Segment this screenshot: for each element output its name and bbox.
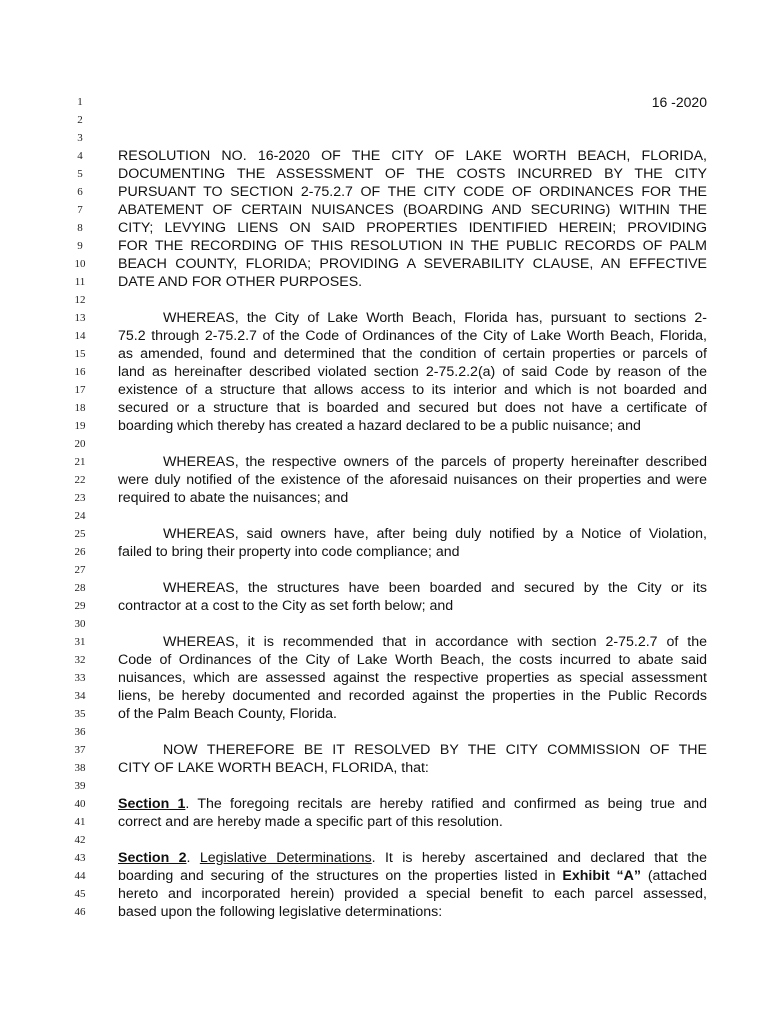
title-line: RESOLUTION NO. 16-2020 OF THE CITY OF LAKE WORTH BEACH, FLORIDA, [118, 148, 707, 164]
section-2-text: . It is hereby ascertained and declared that the [371, 850, 707, 866]
section-2-line [118, 849, 707, 867]
line-number: 19 [74, 420, 86, 432]
title-line: PURSUANT TO SECTION 2-75.2.7 OF THE CITY CODE OF ORDINANCES FOR THE [118, 184, 707, 200]
line-number: 36 [74, 726, 86, 738]
line-number: 40 [74, 798, 86, 810]
section-2-exhibit-line [118, 867, 707, 885]
line-number: 4 [77, 150, 83, 162]
line-number: 1 [77, 96, 83, 108]
line-number: 42 [74, 834, 86, 846]
line-number: 33 [74, 672, 86, 684]
paragraph-line: Code of Ordinances of the City of Lake Worth Beach, the costs incurred to abate said [118, 652, 707, 668]
paragraph-line: NOW THEREFORE BE IT RESOLVED BY THE CITY COMMISSION OF THE [163, 742, 707, 758]
paragraph-line: based upon the following legislative determinations: [118, 904, 443, 920]
section-2-text: (attached [640, 868, 707, 884]
line-number: 10 [74, 258, 86, 270]
line-number: 27 [74, 564, 86, 576]
paragraph-line: WHEREAS, said owners have, after being duly notified by a Notice of Violation, [163, 526, 707, 542]
line-number: 17 [74, 384, 86, 396]
line-number: 44 [74, 870, 86, 882]
section-2-subheading: Legislative Determinations [199, 850, 372, 866]
line-number: 6 [77, 186, 83, 198]
line-number: 31 [74, 636, 86, 648]
paragraph-line: required to abate the nuisances; and [118, 490, 349, 506]
paragraph-line: 75.2 through 2-75.2.7 of the Code of Ordinances of the City of Lake Worth Beach, Florida, [118, 328, 707, 344]
paragraph-line: existence of a structure that allows access to its interior and which is not boarded and [118, 382, 707, 398]
section-1-heading: Section 1 [118, 796, 186, 812]
title-line: CITY; LEVYING LIENS ON SAID PROPERTIES IDENTIFIED HEREIN; PROVIDING [118, 220, 707, 236]
line-number: 25 [74, 528, 86, 540]
line-number: 13 [74, 312, 86, 324]
paragraph-line: WHEREAS, the City of Lake Worth Beach, Florida has, pursuant to sections 2- [163, 310, 707, 326]
title-line: BEACH COUNTY, FLORIDA; PROVIDING A SEVERABILITY CLAUSE, AN EFFECTIVE [118, 256, 707, 272]
paragraph-line: land as hereinafter described violated section 2-75.2.2(a) of said Code by reason of the [118, 364, 707, 380]
line-number: 34 [74, 690, 86, 702]
line-number: 29 [74, 600, 86, 612]
line-number: 26 [74, 546, 86, 558]
paragraph-line: were duly notified of the existence of the aforesaid nuisances on their properties and were [118, 472, 707, 488]
line-number: 3 [77, 132, 83, 144]
paragraph-line: as amended, found and determined that the condition of certain properties or parcels of [118, 346, 707, 362]
paragraph-line: contractor at a cost to the City as set forth below; and [118, 598, 454, 614]
paragraph-line: WHEREAS, the structures have been boarded and secured by the City or its [163, 580, 707, 596]
title-line: DOCUMENTING THE ASSESSMENT OF THE COSTS INCURRED BY THE CITY [118, 166, 707, 182]
line-number: 41 [74, 816, 86, 828]
line-number: 23 [74, 492, 86, 504]
line-number: 35 [74, 708, 86, 720]
paragraph-line: nuisances, which are assessed against the respective properties as special assessment [118, 670, 707, 686]
paragraph-line: WHEREAS, it is recommended that in accordance with section 2-75.2.7 of the [163, 634, 707, 650]
title-line: FOR THE RECORDING OF THIS RESOLUTION IN THE PUBLIC RECORDS OF PALM [118, 238, 707, 254]
line-number: 12 [74, 294, 86, 306]
section-2-separator: . [186, 850, 200, 866]
section-2-text: boarding and securing of the structures on the properties listed in [118, 868, 563, 884]
paragraph-line: secured or a structure that is boarded and secured but does not have a certificate of [118, 400, 707, 416]
paragraph-line: liens, be hereby documented and recorded against the properties in the Public Records [118, 688, 707, 704]
line-number: 9 [77, 240, 83, 252]
line-number: 45 [74, 888, 86, 900]
line-number: 14 [74, 330, 86, 342]
paragraph-line: boarding which thereby has created a hazard declared to be a public nuisance; and [118, 418, 641, 434]
line-number: 8 [77, 222, 83, 234]
line-number: 43 [74, 852, 86, 864]
line-number: 15 [74, 348, 86, 360]
line-number: 46 [74, 906, 86, 918]
line-number: 2 [77, 114, 83, 126]
section-1-line [118, 795, 707, 813]
line-number: 11 [74, 276, 86, 288]
paragraph-line: failed to bring their property into code compliance; and [118, 544, 460, 560]
title-line: ABATEMENT OF CERTAIN NUISANCES (BOARDING AND SECURING) WITHIN THE [118, 202, 707, 218]
section-2-heading: Section 2 [118, 850, 187, 866]
line-number: 5 [77, 168, 83, 180]
line-number: 24 [74, 510, 86, 522]
line-number: 30 [74, 618, 86, 630]
line-number: 38 [74, 762, 86, 774]
paragraph-line: of the Palm Beach County, Florida. [118, 706, 337, 722]
line-number: 16 [74, 366, 86, 378]
line-number: 7 [77, 204, 83, 216]
line-number: 28 [74, 582, 86, 594]
document-number: 16 -2020 [651, 94, 707, 110]
section-1-text: . The foregoing recitals are hereby ratified and confirmed as being true and [185, 796, 708, 812]
title-line: DATE AND FOR OTHER PURPOSES. [118, 274, 363, 290]
line-number: 32 [74, 654, 86, 666]
line-number: 37 [74, 744, 86, 756]
paragraph-line: hereto and incorporated herein) provided a special benefit to each parcel assessed, [118, 886, 707, 902]
line-number: 20 [74, 438, 86, 450]
line-number: 18 [74, 402, 86, 414]
line-number: 22 [74, 474, 86, 486]
line-number: 21 [74, 456, 86, 468]
exhibit-a-reference: Exhibit “A” [562, 868, 641, 884]
paragraph-line: CITY OF LAKE WORTH BEACH, FLORIDA, that: [118, 760, 429, 776]
line-number: 39 [74, 780, 86, 792]
paragraph-line: correct and are hereby made a specific part of this resolution. [118, 814, 503, 830]
paragraph-line: WHEREAS, the respective owners of the parcels of property hereinafter described [163, 454, 707, 470]
